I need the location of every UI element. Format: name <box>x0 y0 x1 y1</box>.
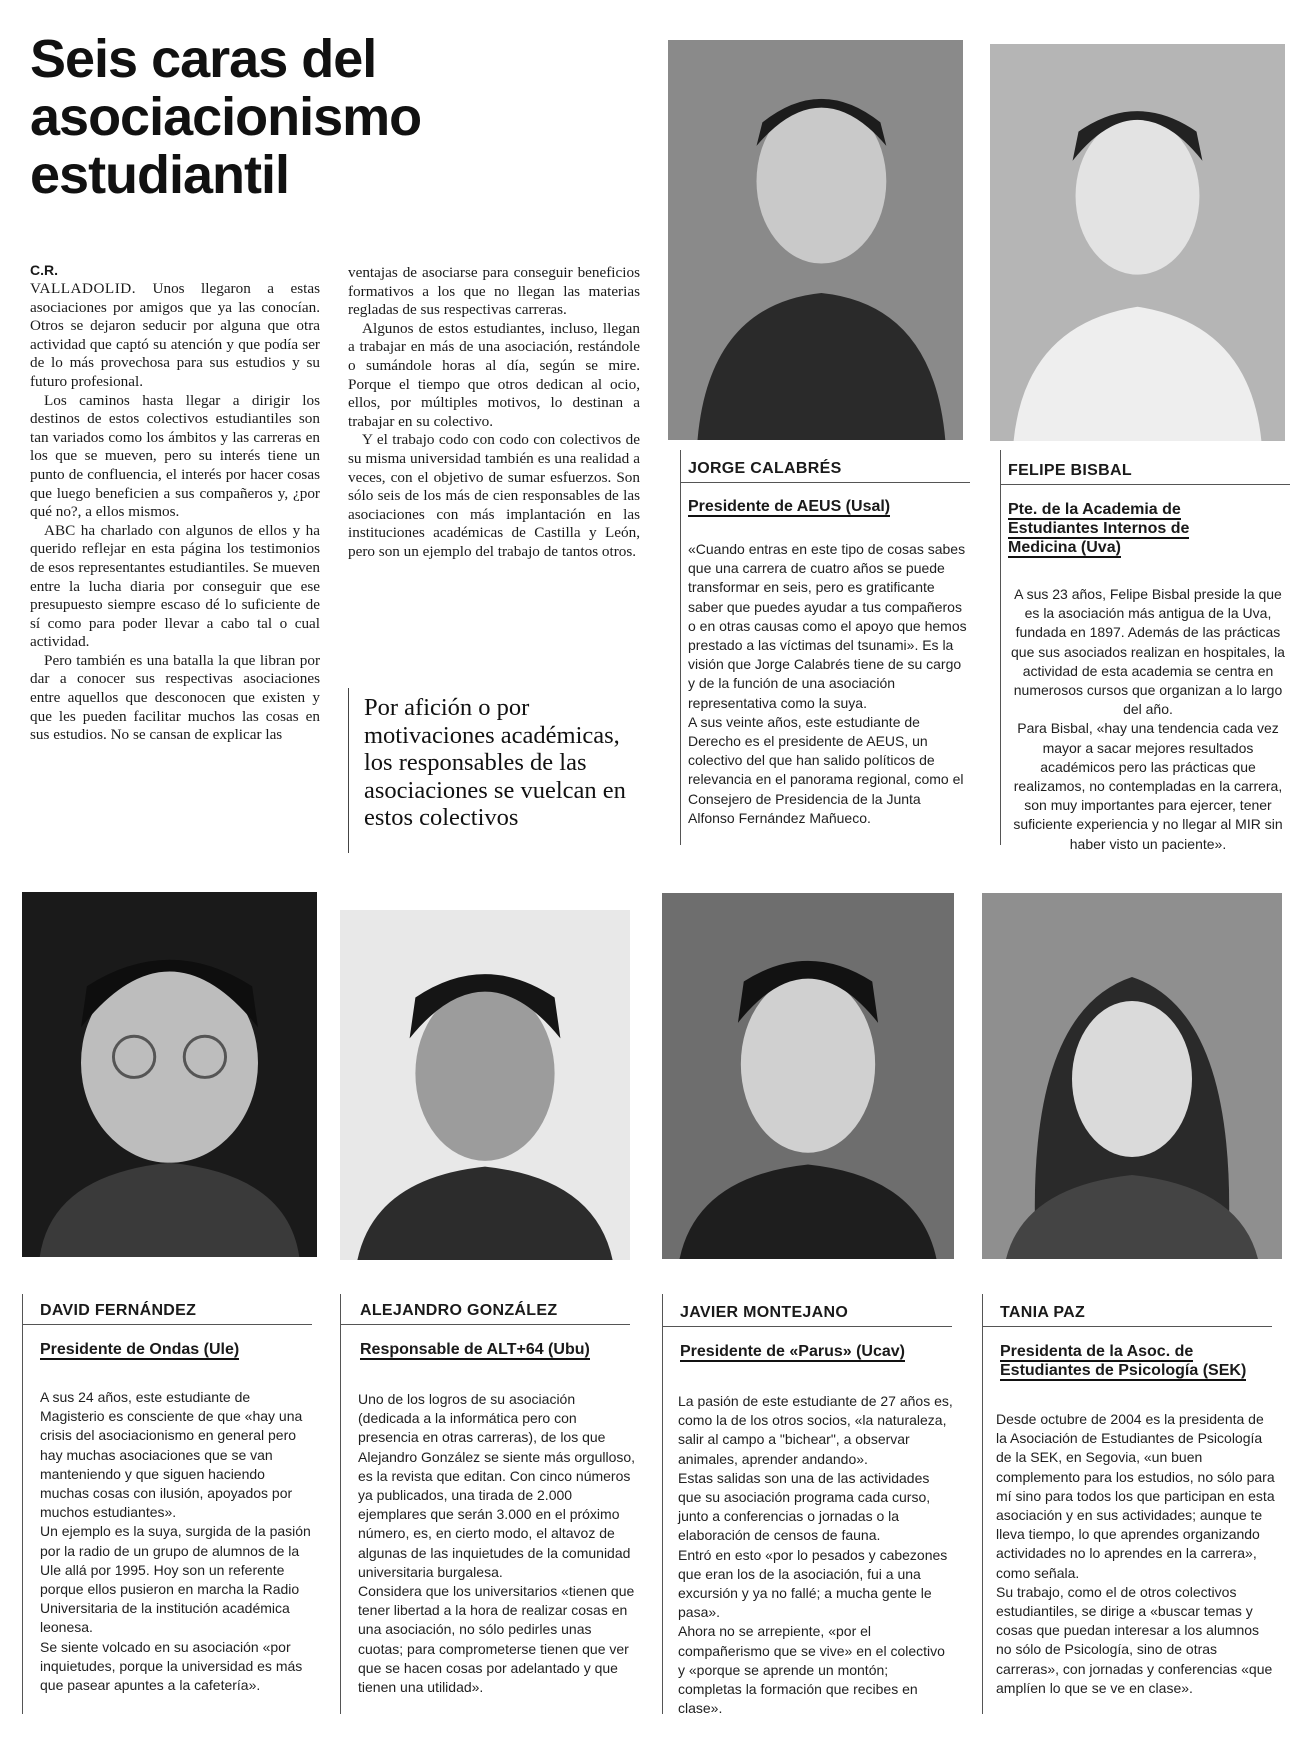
profile-bio: La pasión de este estudiante de 27 años es, como la de los otros socios, «la naturaleza, salir al campo a "bichear", a observar animales, aprender andando». Estas salidas son una de las actividades que su asociación programa cada curso, junto a conferencias o jornadas o la elaboración de censos de fauna. Entró en esto «por lo pesados y cabezones que eran los de la asociación, fui a una excursión y ya no fallé; a mucha gente le pasa». Ahora no se arrepiente, «por el compañerismo que se vive» en el colectivo y «porque se aprende un montón; completas la formación que recibes en clase». <box>678 1393 953 1717</box>
pull-quote: Por afición o por motivaciones académicas, los responsables de las asociaciones se vuelcan en estos colectivos <box>364 694 626 831</box>
profile-role: Presidente de «Parus» (Ucav) <box>680 1343 905 1360</box>
profile-name: ALEJANDRO GONZÁLEZ <box>360 1302 558 1319</box>
portrait-photo <box>340 910 630 1260</box>
body-column-1 <box>30 280 320 745</box>
headline-line: estudiantil <box>30 145 290 205</box>
column-rule <box>680 450 681 845</box>
profile-role: Responsable de ALT+64 (Ubu) <box>360 1341 590 1358</box>
column-rule <box>340 1294 341 1714</box>
portrait-photo <box>982 893 1282 1259</box>
name-rule <box>680 482 970 483</box>
body-paragraph: Los caminos hasta llegar a dirigir los destinos de estos colectivos estudiantiles son tan variados como los ámbitos y las carreras en los que se mueven, pero su interés tiene un punto de confluencia, el interés por hacer cosas que luego beneficien a sus compañeros y, ¿por qué no?, a ellos mismos. <box>30 391 320 521</box>
profile-name: FELIPE BISBAL <box>1008 462 1132 479</box>
headline <box>30 30 630 204</box>
portrait-photo <box>22 892 317 1257</box>
profile-bio: A sus 24 años, este estudiante de Magisterio es consciente de que «hay una crisis del asociacionismo en general pero hay muchas asociaciones que se van manteniendo y que siguen haciendo muchas cosas con ilusión, apoyados por muchos estudiantes». Un ejemplo es la suya, surgida de la pasión por la radio de un grupo de alumnos de la Ule allá por 1995. Hoy son un referente porque ellos pusieron en marcha la Radio Universitaria de la institución académica leonesa. Se siente volcado en su asociación «por inquietudes, porque la universidad es más que pasear apuntes a la cafetería». <box>40 1389 311 1694</box>
portrait-icon <box>662 893 954 1259</box>
headline-line: Seis caras del <box>30 29 377 89</box>
profile-bio: Uno de los logros de su asociación (dedicada a la informática pero con presencia en otras carreras), de los que Alejandro González se siente más orgulloso, es la revista que editan. Con cinco números ya publicados, una tirada de 2.000 ejemplares que serán 3.000 en el próximo número, es, en cierto modo, el altavoz de algunas de las inquietudes de la comunidad universitaria burgalesa. Considera que los universitarios «tienen que tener libertad a la hora de realizar cosas en una asociación, no sólo pedirles unas cuotas; para comprometerse tienen que ver que se hacen cosas por adelantado y que tienen una utilidad». <box>358 1391 636 1696</box>
dateline: VALLADOLID. <box>30 280 137 297</box>
body-paragraph: ventajas de asociarse para conseguir beneficios formativos a los que no llegan las materias regladas de sus respectivas carreras. <box>348 264 640 319</box>
portrait-icon <box>22 892 317 1257</box>
body-paragraph: Pero también es una batalla la que libran por dar a conocer sus respectivas asociaciones entre aquellos que desconocen que existen y que les pueden facilitar muchos las cosas en sus estudios. No se cansan de explicar las <box>30 651 320 744</box>
profile-bio: Desde octubre de 2004 es la presidenta de la Asociación de Estudiantes de Psicología de la SEK, en Segovia, «un buen complemento para los estudios, no sólo para mí sino para todos los que participan en esta asociación y en sus actividades; aunque te lleva tiempo, lo que aprendes organizando actividades no lo aprendes en la carrera», como señala. Su trabajo, como el de otros colectivos estudiantiles, se dirige a «buscar temas y cosas que puedan interesar a los alumnos no sólo de Psicología, sino de otras carreras», con jornadas y conferencias «que amplíen lo que se ve en clase». <box>996 1411 1275 1696</box>
name-rule <box>662 1326 952 1327</box>
name-rule <box>982 1326 1272 1327</box>
body-paragraph: Algunos de estos estudiantes, incluso, llegan a trabajar en más de una asociación, restándole o sumándole horas al día, según se mire. Porque el tiempo que otros dedican al ocio, ellos, por múltiples motivos, lo destinan a trabajar en su colectivo. <box>348 319 640 430</box>
name-rule <box>340 1324 630 1325</box>
pull-quote-rule <box>348 688 349 853</box>
portrait-photo <box>990 44 1285 441</box>
name-rule <box>1000 484 1290 485</box>
profile-name: JORGE CALABRÉS <box>688 460 842 477</box>
profile-role: Presidente de Ondas (Ule) <box>40 1341 240 1358</box>
profile-role: Presidente de AEUS (Usal) <box>688 498 891 515</box>
headline-line: asociacionismo <box>30 87 422 147</box>
column-rule <box>1000 450 1001 845</box>
body-paragraph: ABC ha charlado con algunos de ellos y ha querido reflejar en esta página los testimonios de esos representantes estudiantiles. Se mueven entre la lucha diaria por conseguir que ese presupuesto siempre escaso dé lo suficiente de sí como para poder llevar a cabo tal o cual actividad. <box>30 521 320 651</box>
body-paragraph: VALLADOLID. Unos llegaron a estas asociaciones por amigos que ya las conocían. Otros se dejaron seducir por alguna que otra actividad que captó su atención y que podía ser de lo más provechosa para sus estudios y su futuro profesional. <box>30 280 320 390</box>
profile-bio: A sus 23 años, Felipe Bisbal preside la que es la asociación más antigua de la Uva, fundada en 1897. Además de las prácticas que sus asociados realizan en hospitales, la actividad de esta academia se centra en numerosos cursos que organizan a lo largo del año. Para Bisbal, «hay una tendencia cada vez mayor a sacar mejores resultados académicos pero las prácticas que realizamos, no contempladas en la carrera, son muy importantes para ejercer, tener suficiente experiencia y no llegar al MIR sin haber visto un paciente». <box>1011 586 1285 852</box>
portrait-icon <box>982 893 1282 1259</box>
portrait-icon <box>340 910 630 1260</box>
profile-bio: «Cuando entras en este tipo de cosas sabes que una carrera de cuatro años se puede transformar en seis, pero es gratificante saber que puedes ayudar a tus compañeros o en otras causas como el apoyo que hemos prestado a las víctimas del tsunami». Es la visión que Jorge Calabrés tiene de su cargo y de la función de una asociación representativa como la suya. A sus veinte años, este estudiante de Derecho es el presidente de AEUS, un colectivo del que han salido políticos de relevancia en el panorama regional, como el Consejero de Presidencia de la Junta Alfonso Fernández Mañueco. <box>688 541 967 826</box>
profile-role: Pte. de la Academia de Estudiantes Internos de Medicina (Uva) <box>1008 501 1190 556</box>
body-column-2 <box>348 264 640 562</box>
portrait-photo <box>668 40 963 440</box>
column-rule <box>982 1294 983 1714</box>
body-paragraph: Y el trabajo codo con codo con colectivos de su misma universidad también es una realidad a veces, con el objetivo de sumar esfuerzos. Son sólo seis de los más de cien responsables de las asociaciones con más implantación en las instituciones académicas de Castilla y León, pero son un ejemplo del trabajo de tantos otros. <box>348 431 640 560</box>
profile-name: DAVID FERNÁNDEZ <box>40 1302 197 1319</box>
portrait-icon <box>668 40 963 440</box>
name-rule <box>22 1324 312 1325</box>
profile-name: TANIA PAZ <box>1000 1304 1086 1321</box>
column-rule <box>662 1294 663 1714</box>
profile-role: Presidenta de la Asoc. de Estudiantes de Psicología (SEK) <box>1000 1343 1247 1379</box>
profile-name: JAVIER MONTEJANO <box>680 1304 849 1321</box>
portrait-icon <box>990 44 1285 441</box>
portrait-photo <box>662 893 954 1259</box>
byline: C.R. <box>30 262 58 278</box>
column-rule <box>22 1294 23 1714</box>
